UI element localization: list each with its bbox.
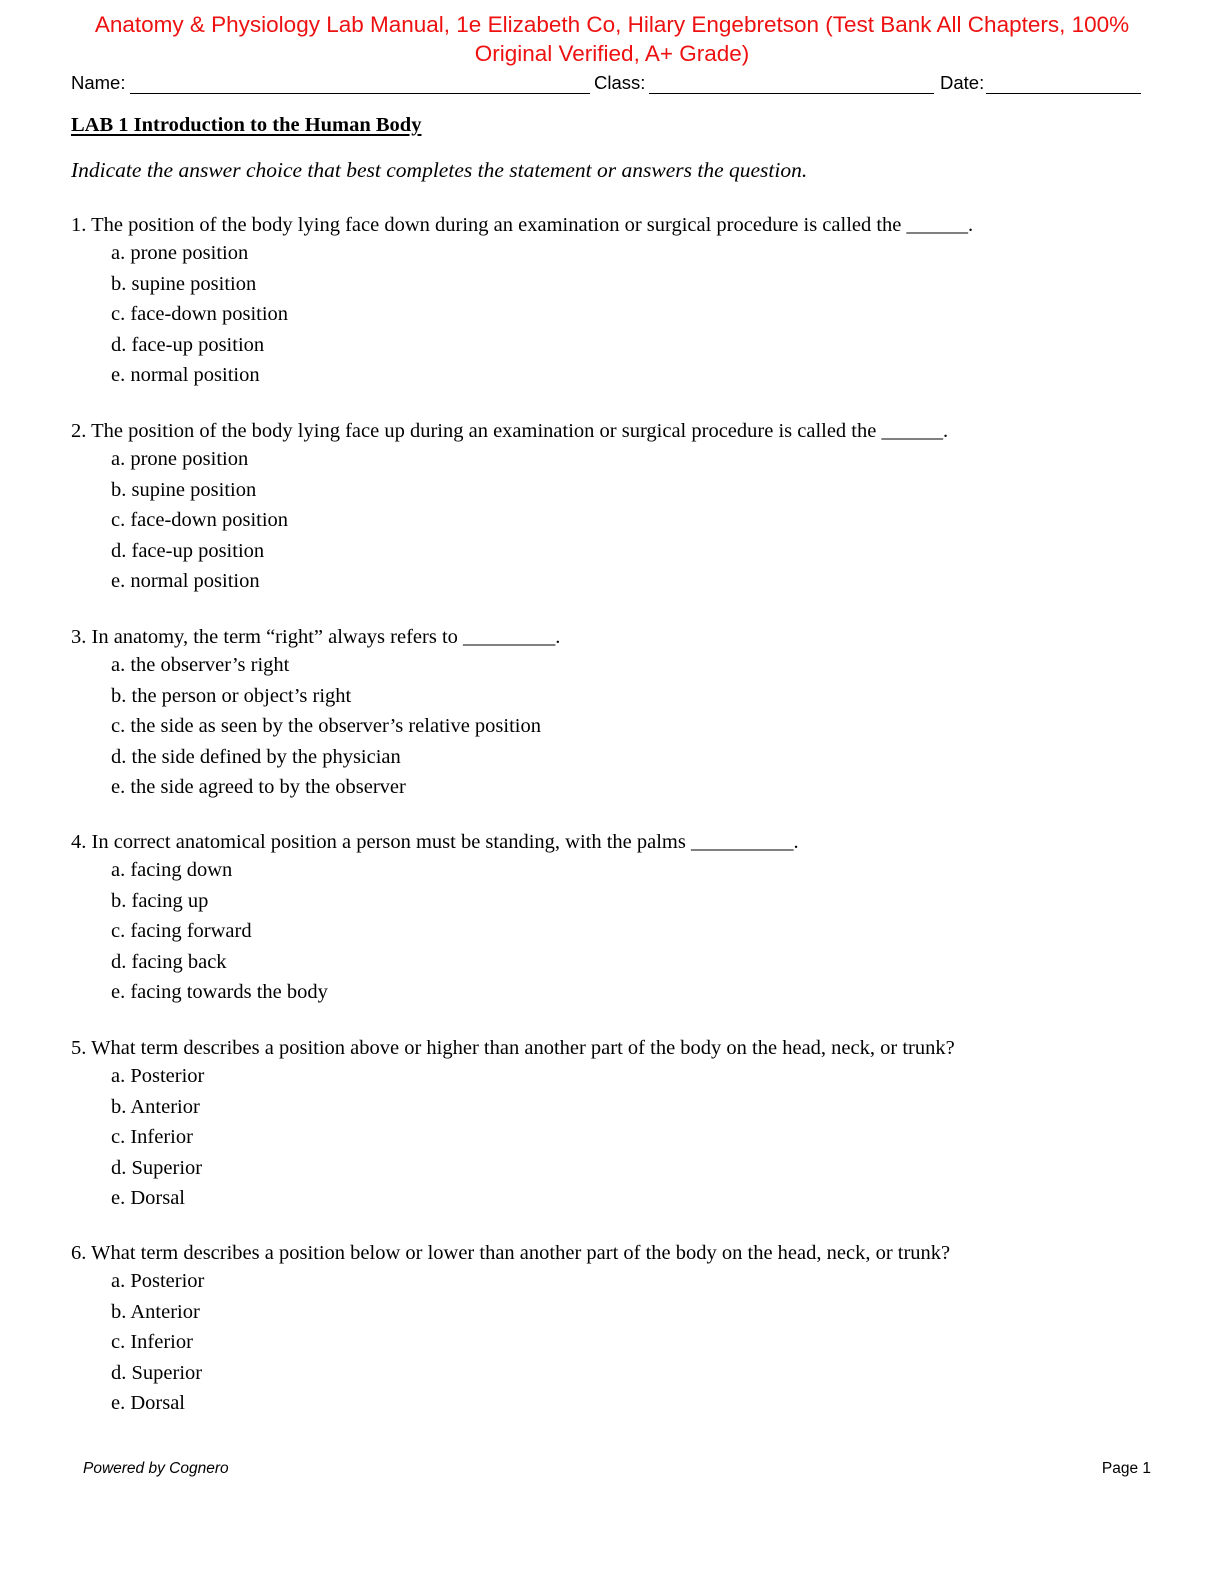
answer-option: a. prone position (111, 242, 249, 264)
answer-option: d. face-up position (111, 333, 265, 356)
answer-option: a. the observer’s right (111, 654, 290, 676)
answer-option: d. Superior (111, 1156, 203, 1179)
answer-option: e. the side agreed to by the observer (111, 776, 406, 798)
banner-line-2: Original Verified, A+ Grade) (474, 41, 750, 66)
answer-option: c. Inferior (111, 1331, 193, 1353)
question-stem: 3. In anatomy, the term “right” always refers to _________. (71, 626, 561, 648)
answer-option: b. supine position (111, 272, 257, 295)
lab-title: LAB 1 Introduction to the Human Body (71, 114, 422, 136)
question-6 (71, 1240, 950, 1419)
answer-option: e. normal position (111, 570, 260, 592)
question-5 (71, 1035, 955, 1214)
date-label: Date: (940, 72, 985, 93)
answer-option: d. face-up position (111, 539, 265, 562)
student-info-fields (71, 72, 1143, 98)
answer-option: b. supine position (111, 478, 257, 501)
question-2 (71, 418, 948, 597)
answer-option: c. facing forward (111, 920, 252, 942)
answer-option: d. the side defined by the physician (111, 745, 401, 768)
answer-option: e. Dorsal (111, 1187, 186, 1209)
answer-option: a. prone position (111, 448, 249, 470)
date-blank-line (986, 93, 1141, 94)
answer-option: a. Posterior (111, 1065, 205, 1087)
question-stem: 2. The position of the body lying face up during an examination or surgical procedure is called the ______. (71, 420, 949, 442)
answer-option: c. face-down position (111, 509, 289, 531)
document-banner (40, 10, 1184, 68)
footer-powered-by: Powered by Cognero (83, 1460, 229, 1477)
question-stem: 4. In correct anatomical position a person must be standing, with the palms __________. (71, 831, 799, 853)
answer-option: e. facing towards the body (111, 981, 328, 1003)
answer-option: a. Posterior (111, 1270, 205, 1292)
name-label: Name: (71, 72, 126, 93)
question-stem: 5. What term describes a position above or higher than another part of the body on the head, neck, or trunk? (71, 1037, 955, 1059)
question-stem: 6. What term describes a position below or lower than another part of the body on the head, neck, or trunk? (71, 1242, 951, 1264)
answer-option: b. facing up (111, 889, 209, 912)
answer-option: e. Dorsal (111, 1392, 186, 1414)
footer-page-number: Page 1 (1101, 1460, 1151, 1477)
question-3 (71, 624, 560, 803)
answer-option: d. Superior (111, 1361, 203, 1384)
name-blank-line (130, 93, 590, 94)
class-blank-line (649, 93, 934, 94)
answer-option: c. the side as seen by the observer’s relative position (111, 715, 541, 737)
banner-line-1: Anatomy & Physiology Lab Manual, 1e Elizabeth Co, Hilary Engebretson (Test Bank All Chapters, 100% (94, 12, 1130, 37)
answer-option: b. Anterior (111, 1300, 200, 1323)
answer-option: b. the person or object’s right (111, 684, 352, 707)
question-4 (71, 829, 799, 1008)
answer-option: c. Inferior (111, 1126, 193, 1148)
question-stem: 1. The position of the body lying face down during an examination or surgical procedure is called the ______. (71, 214, 974, 236)
answer-option: a. facing down (111, 859, 233, 881)
answer-option: d. facing back (111, 950, 227, 973)
question-1 (71, 212, 973, 391)
answer-option: c. face-down position (111, 303, 289, 325)
answer-option: b. Anterior (111, 1095, 200, 1118)
class-label: Class: (594, 72, 646, 93)
answer-option: e. normal position (111, 364, 260, 386)
instructions: Indicate the answer choice that best completes the statement or answers the question. (71, 158, 808, 182)
